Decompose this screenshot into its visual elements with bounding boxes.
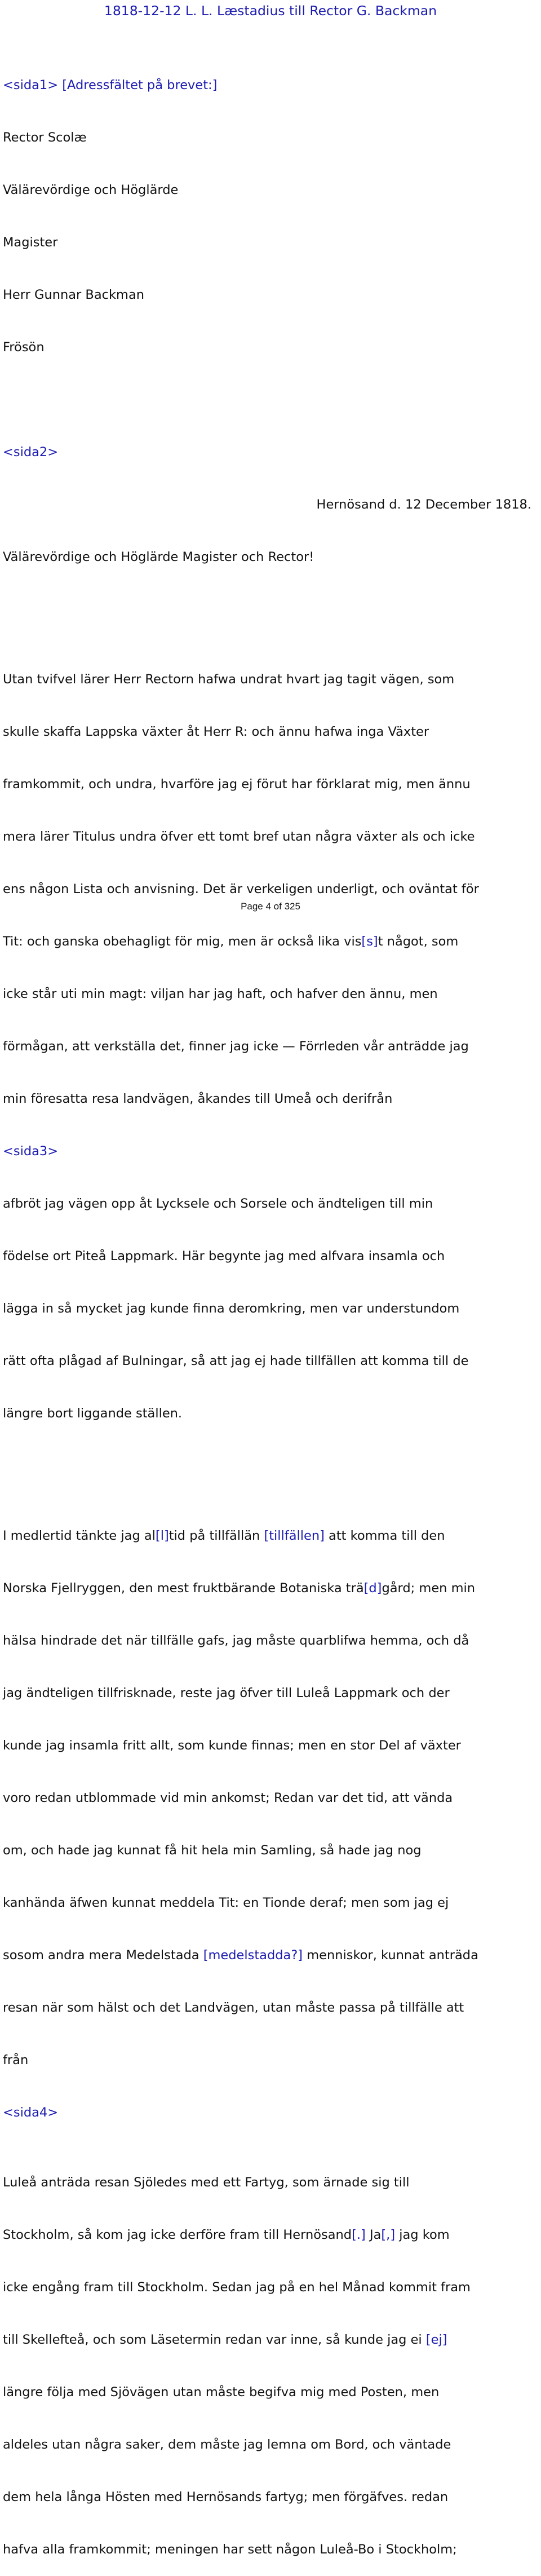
text-line: jag ändteligen tillfrisknade, reste jag öfver till Luleå Lappmark och der [3,1686,450,1700]
text-line: ens någon Lista och anvisning. Det är verkeligen underligt, och oväntat för [3,882,479,896]
text-line: Norska Fjellryggen, den mest fruktbärande Botaniska trä[d]gård; men min [3,1581,476,1596]
page-marker-1: <sida1> [Adressfältet på brevet:] [3,78,218,92]
address-line: Magister [3,235,58,250]
text-line: Utan tvifvel lärer Herr Rectorn hafwa undrat hvart jag tagit vägen, som [3,672,455,687]
text-line: afbröt jag vägen opp åt Lycksele och Sorsele och ändteligen till min [3,1196,433,1211]
editorial-note: [s] [361,934,378,949]
salutation: Välärevördige och Höglärde Magister och Rector! [3,550,314,564]
editorial-note: [d] [363,1581,382,1596]
text-line: kunde jag insamla fritt allt, som kunde finnas; men en stor Del af växter [3,1738,461,1753]
text-line: förmågan, att verkställa det, finner jag icke — Förrleden vår anträdde jag [3,1039,469,1054]
text-line: rätt ofta plågad af Bulningar, så att jag ej hade tillfällen att komma till de [3,1354,469,1368]
text-line: längre följa med Sjövägen utan måste begifva mig med Posten, men [3,2385,440,2400]
page-number: Page 4 of 325 [241,901,300,912]
text-line: mera lärer Titulus undra öfver ett tomt bref utan några växter als och icke [3,829,475,844]
text-line: Luleå anträda resan Sjöledes med ett Fartyg, som ärnade sig till [3,2175,410,2190]
text-line: aldeles utan några saker, dem måste jag lemna om Bord, och väntade [3,2437,451,2452]
text-line: skulle skaffa Lappska växter åt Herr R: och ännu hafwa inga Växter [3,724,429,739]
text-line: hafva alla framkommit; meningen har sett någon Luleå-Bo i Stockholm; [3,2542,457,2557]
text-line: dem hela långa Hösten med Hernösands fartyg; men förgäfves. redan [3,2490,449,2504]
dateline: Hernösand d. 12 December 1818. [316,497,531,512]
text-line: hälsa hindrade det när tillfälle gafs, jag måste quarblifwa hemma, och då [3,1633,469,1648]
page-marker-4: <sida4> [3,2105,59,2120]
text-line: om, och hade jag kunnat få hit hela min Samling, så hade jag nog [3,1843,422,1858]
address-line: Välärevördige och Höglärde [3,183,179,197]
editorial-note: [tillfällen] [264,1528,325,1543]
text-line: längre bort liggande ställen. [3,1406,183,1421]
editorial-note: [l] [155,1528,169,1543]
text-line: födelse ort Piteå Lappmark. Här begynte jag med alfvara insamla och [3,1249,445,1263]
text-line: Stockholm, så kom jag icke derföre fram till Hernösand[.] Ja[,] jag kom [3,2228,450,2242]
address-line: Herr Gunnar Backman [3,288,145,302]
text-line: icke engång fram till Stockholm. Sedan jag på en hel Månad kommit fram [3,2280,471,2295]
text-line: icke står uti min magt: viljan har jag haft, och hafver den ännu, men [3,987,438,1001]
text-line: voro redan utblommade vid min ankomst; Redan var det tid, att vända [3,1791,453,1805]
text-line: sosom andra mera Medelstada [medelstadda?] menniskor, kunnat anträda [3,1948,478,1963]
text-line: I medlertid tänkte jag al[l]tid på tillfällän [tillfällen] att komma till den [3,1528,445,1543]
page-marker-3: <sida3> [3,1144,59,1159]
editorial-note: [medelstadda?] [203,1948,303,1963]
page-title: 1818-12-12 L. L. Læstadius till Rector G. Backman [104,3,437,19]
text-line: kanhända äfwen kunnat meddela Tit: en Tionde deraf; men som jag ej [3,1895,449,1910]
address-line: Rector Scolæ [3,130,87,145]
text-line: framkommit, och undra, hvarföre jag ej förut har förklarat mig, men ännu [3,777,471,792]
text-line: till Skellefteå, och som Läsetermin redan var inne, så kunde jag ei [ej] [3,2332,447,2347]
editorial-note: [ej] [425,2332,447,2347]
text-line: min föresatta resa landvägen, åkandes till Umeå och derifrån [3,1092,393,1106]
text-line: resan när som hälst och det Landvägen, utan måste passa på tillfälle att [3,2000,464,2015]
text-line: Tit: och ganska obehagligt för mig, men är också lika vis[s]t något, som [3,934,459,949]
editorial-note: [,] [381,2228,396,2242]
page-marker-2: <sida2> [3,445,59,459]
letter-body [3,42,538,2576]
address-line: Frösön [3,340,45,355]
text-line: från [3,2053,29,2067]
editorial-note: [.] [352,2228,366,2242]
text-line: lägga in så mycket jag kunde finna deromkring, men var understundom [3,1301,460,1316]
